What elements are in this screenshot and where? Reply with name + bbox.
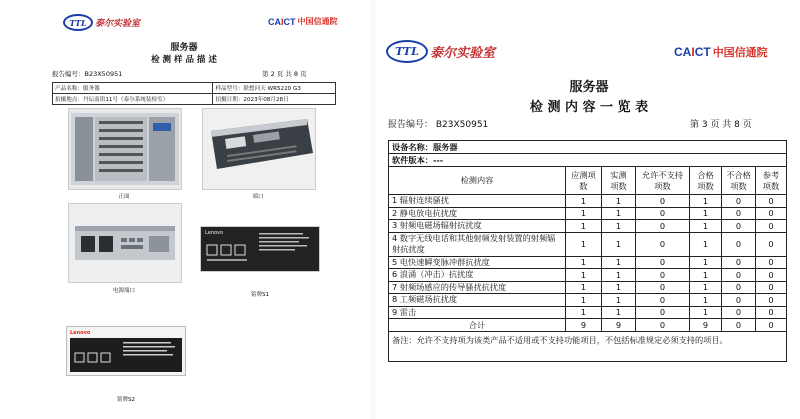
count-cell: 0 [756,232,787,256]
ttl-logo-text: 泰尔实验室 [95,19,141,29]
table-row [389,195,787,208]
report-page-3 [378,0,800,419]
count-cell: 1 [690,220,722,233]
nameplate-s1-photo [200,226,320,272]
table-row [389,220,787,233]
report-number: 报告编号：B23X50951 [52,70,123,78]
count-cell: 0 [722,281,756,294]
caict-logo-en: CAICT [268,16,296,27]
caict-logo-en: CAICT [674,45,711,59]
count-cell: 0 [756,294,787,307]
count-cell: 1 [690,306,722,319]
count-cell: 0 [636,256,690,269]
count-cell: 0 [756,195,787,208]
power-port-photo [68,203,182,283]
caict-logo-cn: 中国信通院 [712,46,768,59]
table-row [389,281,787,294]
model-cell: 样品型号：联想问天 WR5220 G3 [213,83,336,94]
ttl-logo-text: 泰尔实验室 [430,46,496,61]
front-photo [68,108,182,190]
count-cell: 1 [690,294,722,307]
count-cell: 1 [690,281,722,294]
count-cell: 0 [756,269,787,282]
count-cell: 1 [602,207,636,220]
count-cell: 0 [636,195,690,208]
count-cell: 1 [690,256,722,269]
count-cell: 0 [722,207,756,220]
count-cell: 1 [566,195,602,208]
count-cell: 0 [756,220,787,233]
table-row [389,256,787,269]
count-cell: 1 [602,195,636,208]
product-name-cell: 产品名称：服务器 [53,83,213,94]
count-cell: 1 [566,256,602,269]
count-cell: 1 [602,306,636,319]
test-content-table [388,140,787,362]
count-cell: 1 [602,281,636,294]
count-cell: 1 [602,232,636,256]
ttl-logo [63,14,140,31]
nameplate-s1-brand: Lenovo [205,230,224,236]
table-row [389,294,787,307]
total-label: 合计 [389,319,566,332]
header-reference: 参考 项数 [756,167,787,195]
count-cell: 1 [566,281,602,294]
page-number: 第 3 页 共 8 页 [690,120,752,130]
total-cell: 0 [636,319,690,332]
ttl-logo-mark: TTL [386,40,428,63]
table-body [389,195,787,319]
count-cell: 1 [566,207,602,220]
ttl-logo-mark: TTL [63,14,93,31]
table-header-row [389,167,787,195]
count-cell: 0 [756,306,787,319]
count-cell: 0 [722,269,756,282]
device-name-row: 设备名称：服务器 [389,141,787,154]
nameplate-s2-photo [66,326,186,376]
count-cell: 0 [722,232,756,256]
header-content: 检测内容 [389,167,566,195]
table-row [389,207,787,220]
header-applied: 应测项 数 [566,167,602,195]
test-item-name: 6 浪涌（冲击）抗扰度 [389,269,566,282]
count-cell: 0 [636,269,690,282]
count-cell: 1 [602,220,636,233]
count-cell: 1 [690,207,722,220]
count-cell: 1 [602,269,636,282]
nameplate-s2-caption: 铭牌S2 [117,397,135,403]
count-cell: 1 [566,232,602,256]
date-cell: 拍摄日期：2023年08月28日 [213,94,336,105]
count-cell: 1 [566,220,602,233]
table-row [389,269,787,282]
software-version-row: 软件版本：--- [389,154,787,167]
total-cell: 9 [690,319,722,332]
count-cell: 0 [636,232,690,256]
front-caption: 正面 [118,194,130,200]
report-number: 报告编号： B23X50951 [388,120,489,130]
header-tested: 实测 项数 [602,167,636,195]
port-caption: 端口 [252,194,264,200]
test-item-name: 5 电快速瞬变脉冲群抗扰度 [389,256,566,269]
report-page-2 [0,0,368,419]
count-cell: 1 [602,294,636,307]
header-not-supported: 允许不支持 项数 [636,167,690,195]
page-subtitle: 检 测 内 容 一 览 表 [529,100,649,115]
test-item-name: 4 数字无线电话和其他射频发射装置的射频辐射抗扰度 [389,232,566,256]
caict-logo-cn: 中国信通院 [297,17,338,26]
page-subtitle: 检 测 样 品 描 述 [151,55,217,65]
page-title: 服务器 [569,80,609,95]
page-title: 服务器 [170,43,198,53]
count-cell: 1 [690,269,722,282]
nameplate-s2-brand: Lenovo [70,330,91,336]
table-row [389,232,787,256]
total-cell: 0 [756,319,787,332]
count-cell: 0 [756,256,787,269]
count-cell: 0 [636,294,690,307]
total-cell: 9 [602,319,636,332]
count-cell: 1 [602,256,636,269]
location-cell: 拍摄地点：丹坛南街11号（泰尔系统装检室） [53,94,213,105]
total-cell: 9 [566,319,602,332]
test-item-name: 8 工频磁场抗扰度 [389,294,566,307]
nameplate-s1-caption: 铭牌S1 [251,292,269,298]
count-cell: 1 [690,232,722,256]
test-item-name: 1 辐射连续骚扰 [389,195,566,208]
count-cell: 0 [722,220,756,233]
count-cell: 0 [756,207,787,220]
caict-logo [268,16,338,27]
test-item-name: 7 射频场感应的传导骚扰抗扰度 [389,281,566,294]
count-cell: 0 [756,281,787,294]
table-row [389,306,787,319]
total-cell: 0 [722,319,756,332]
count-cell: 1 [566,294,602,307]
page-gap [370,0,376,419]
sample-info-table [52,82,336,105]
count-cell: 1 [690,195,722,208]
count-cell: 0 [722,256,756,269]
table-note: 备注：允许不支持项为该类产品不适用或不支持功能项目，不包括标准规定必须支持的项目。 [389,332,787,362]
count-cell: 0 [636,281,690,294]
test-item-name: 2 静电放电抗扰度 [389,207,566,220]
page-number: 第 2 页 共 8 页 [262,70,307,78]
count-cell: 0 [636,220,690,233]
count-cell: 1 [566,306,602,319]
port-photo [202,108,316,190]
count-cell: 0 [722,306,756,319]
caict-logo [674,44,768,60]
count-cell: 0 [722,294,756,307]
power-port-caption: 电源端口 [112,288,135,294]
ttl-logo [386,40,495,63]
test-item-name: 3 射频电磁场辐射抗扰度 [389,220,566,233]
count-cell: 0 [636,306,690,319]
header-passed: 合格 项数 [690,167,722,195]
count-cell: 0 [722,195,756,208]
table-total-row [389,319,787,332]
header-failed: 不合格 项数 [722,167,756,195]
count-cell: 0 [636,207,690,220]
count-cell: 1 [566,269,602,282]
test-item-name: 9 雷击 [389,306,566,319]
